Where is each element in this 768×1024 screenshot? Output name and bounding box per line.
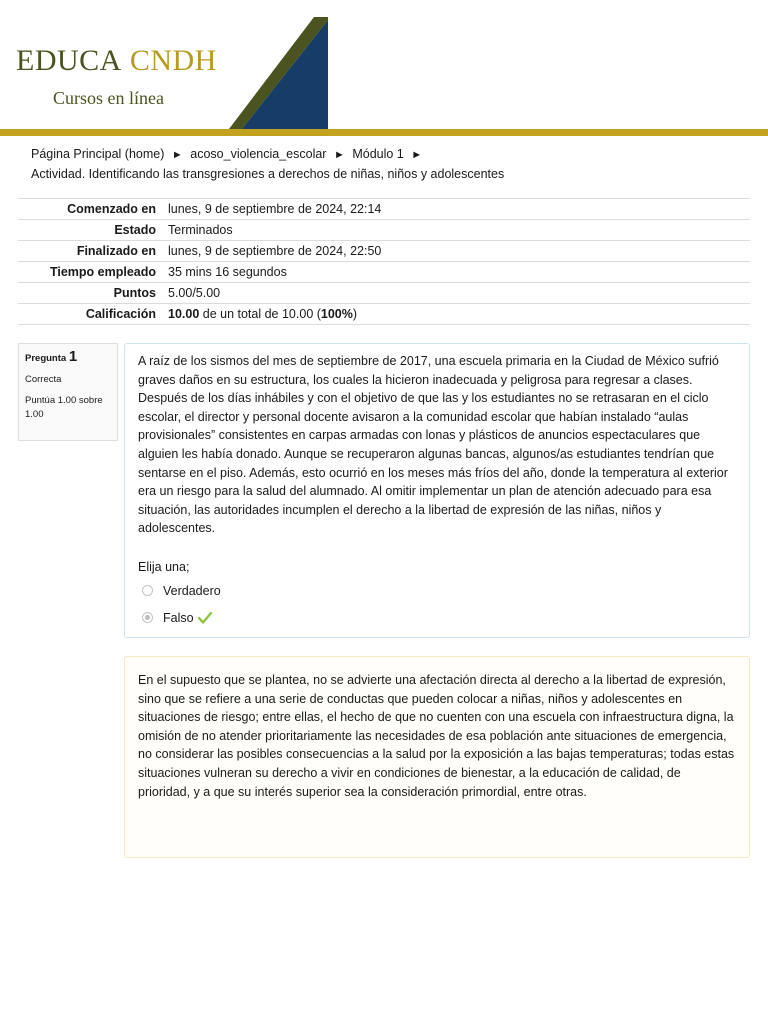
header-divider-bar	[0, 129, 768, 136]
attempt-summary-table	[18, 198, 750, 325]
summary-row-points	[18, 283, 750, 304]
summary-label: Tiempo empleado	[18, 262, 168, 283]
summary-label: Calificación	[18, 304, 168, 325]
summary-label: Puntos	[18, 283, 168, 304]
logo-word-cndh: CNDH	[129, 44, 217, 77]
question-content-box	[124, 343, 750, 638]
summary-label: Finalizado en	[18, 241, 168, 262]
site-logo[interactable]	[16, 46, 217, 76]
breadcrumb-module-link[interactable]: Módulo 1	[352, 147, 404, 161]
question-info-panel	[18, 343, 118, 441]
question-text: A raíz de los sismos del mes de septiembre de 2017, una escuela primaria en la Ciudad de México sufrió graves daños en su estructura, los cuales la hicieron inadecuada y peligrosa para regresar a clases. Después de los días inhábiles y con el objetivo de que las y los estudiantes no se retrasaran en el ciclo escolar, el director y personal docente avisaron a la comunidad escolar que habían instalado “aulas provisionales” consistentes en carpas armadas con lonas y plásticos de anuncios espectaculares que alguien les había donado. Aunque se recuperaron algunas bancas, algunos/as estudiantes tendrían que sentarse en el piso. Además, esto ocurrió en los meses más fríos del año, donde la temperatura al exterior era un riesgo para la salud del alumnado. Al omitir implementar un plan de atención adecuado para esa situación, las autoridades incumplen el derecho a la libertad de expresión de las niñas, niños y adolescentes.	[138, 354, 728, 536]
breadcrumb-separator: ►	[171, 149, 183, 161]
breadcrumb-separator: ►	[411, 149, 423, 161]
summary-row-time	[18, 262, 750, 283]
summary-row-grade	[18, 304, 750, 325]
breadcrumb-course-link[interactable]: acoso_violencia_escolar	[190, 147, 327, 161]
answer-prompt: Elija una;	[138, 559, 190, 574]
summary-label: Comenzado en	[18, 199, 168, 220]
radio-falso[interactable]	[142, 612, 153, 623]
summary-value: 5.00/5.00	[168, 283, 750, 304]
logo-subtitle: Cursos en línea	[53, 88, 164, 108]
question-status: Correcta	[25, 374, 62, 385]
option-verdadero[interactable]	[138, 581, 736, 601]
breadcrumb-activity-link[interactable]: Actividad. Identificando las transgresiones a derechos de niñas, niños y adolescentes	[31, 167, 505, 181]
summary-value: lunes, 9 de septiembre de 2024, 22:50	[168, 241, 750, 262]
question-score: Puntúa 1.00 sobre 1.00	[25, 395, 103, 420]
feedback-text: En el supuesto que se plantea, no se advierte una afectación directa al derecho a la libertad de expresión, sino que se refiere a una serie de conductas que pueden colocar a niñas, niños y adolescentes en situaciones de riesgo; entre ellas, el hecho de que no cuenten con una escuela con infraestructura digna, la omisión de no atender prioritariamente las necesidades de esa población ante situaciones de emergencia, no considerar las posibles consecuencias a la salud por la exposición a las bajas temperaturas; todas estas situaciones vulneran su derecho a vivir en condiciones de bienestar, a la educación de calidad, de prioridad, y a que su interés superior sea la consideración primordial, entre otras.	[138, 673, 735, 799]
summary-value: Terminados	[168, 220, 750, 241]
option-falso[interactable]	[138, 608, 736, 628]
question-heading	[25, 350, 111, 366]
breadcrumb	[31, 145, 751, 184]
check-icon	[198, 612, 212, 624]
grade-close-paren: )	[352, 307, 358, 321]
option-label: Falso	[163, 610, 194, 625]
summary-row-finished	[18, 241, 750, 262]
question-number: 1	[68, 348, 78, 365]
breadcrumb-separator: ►	[333, 149, 345, 161]
radio-verdadero[interactable]	[142, 585, 153, 596]
logo-word-educa: EDUCA	[16, 44, 122, 77]
summary-label: Estado	[18, 220, 168, 241]
summary-row-started	[18, 199, 750, 220]
breadcrumb-home-link[interactable]: Página Principal (home)	[31, 147, 165, 161]
summary-row-state	[18, 220, 750, 241]
option-label: Verdadero	[163, 583, 221, 598]
summary-value: 35 mins 16 segundos	[168, 262, 750, 283]
feedback-box	[124, 656, 750, 858]
site-header	[0, 0, 768, 137]
grade-value-cell	[168, 304, 750, 325]
grade-total-text: de un total de 10.00 (	[199, 307, 321, 321]
summary-value: lunes, 9 de septiembre de 2024, 22:14	[168, 199, 750, 220]
question-label: Pregunta	[25, 353, 67, 364]
grade-percent: 100%	[320, 307, 353, 321]
grade-score: 10.00	[168, 307, 200, 321]
